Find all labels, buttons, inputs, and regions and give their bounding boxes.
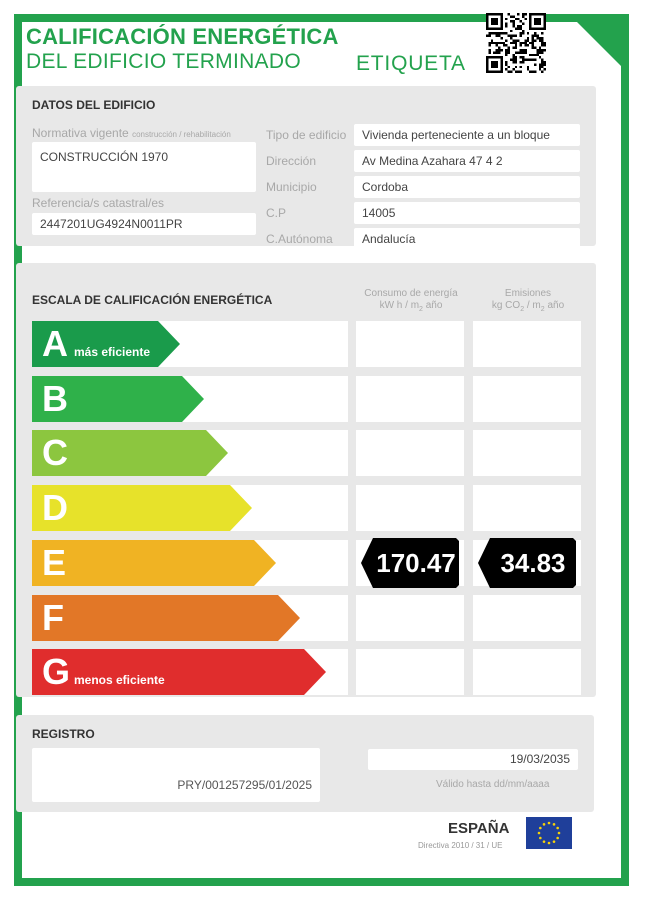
corner-fold-icon bbox=[569, 14, 629, 74]
class-letter: B bbox=[42, 378, 68, 419]
escala-section-title: ESCALA DE CALIFICACIÓN ENERGÉTICA bbox=[32, 293, 273, 307]
class-letter: G bbox=[42, 651, 71, 692]
datos-panel bbox=[16, 86, 596, 246]
emisiones-column-header: Emisiones kg $CO_2 / m_2$ año bbox=[491, 288, 565, 313]
eu-flag-icon bbox=[526, 817, 572, 849]
emisiones-cell bbox=[473, 430, 581, 476]
title-etiqueta: ETIQUETA bbox=[356, 52, 466, 75]
class-arrow-f bbox=[32, 595, 300, 641]
field-value: Av Medina Azahara 47 4 2 bbox=[354, 150, 580, 172]
emisiones-cell bbox=[473, 485, 581, 531]
consumo-cell bbox=[356, 595, 464, 641]
field-label: Tipo de edificio bbox=[266, 128, 347, 142]
class-arrow-d bbox=[32, 485, 252, 531]
consumo-cell bbox=[356, 485, 464, 531]
class-letter: C bbox=[42, 432, 68, 473]
field-label: C.Autónoma bbox=[266, 232, 333, 246]
class-arrow-a bbox=[32, 321, 180, 367]
emisiones-cell bbox=[473, 649, 581, 695]
consumo-cell bbox=[356, 649, 464, 695]
class-letter: F bbox=[42, 597, 64, 638]
field-value: 14005 bbox=[354, 202, 580, 224]
consumo-cell bbox=[356, 321, 464, 367]
field-value: Andalucía bbox=[354, 228, 580, 250]
class-letter: E bbox=[42, 542, 67, 583]
rating-value: 34.83 bbox=[500, 548, 566, 578]
footer-country: ESPAÑA bbox=[448, 820, 510, 837]
registro-number: PRY/001257295/01/2025 bbox=[32, 748, 320, 802]
datos-section-title: DATOS DEL EDIFICIO bbox=[32, 98, 156, 112]
emisiones-cell bbox=[473, 376, 581, 422]
field-value: Cordoba bbox=[354, 176, 580, 198]
class-letter: A bbox=[42, 323, 68, 364]
class-subtitle: menos eficiente bbox=[74, 673, 165, 687]
qr-code-icon bbox=[486, 13, 546, 73]
footer-directive: Directiva 2010 / 31 / UE bbox=[418, 841, 503, 850]
field-value: Vivienda perteneciente a un bloque bbox=[354, 124, 580, 146]
emisiones-cell bbox=[473, 321, 581, 367]
consumo-column-header: Consumo de energía kW h / $m_2$ año bbox=[364, 288, 458, 313]
class-letter: D bbox=[42, 487, 68, 528]
title-line-2: DEL EDIFICIO TERMINADO bbox=[26, 50, 301, 73]
class-arrow-g bbox=[32, 649, 326, 695]
class-arrow-e bbox=[32, 540, 276, 586]
consumo-cell bbox=[356, 430, 464, 476]
emisiones-cell bbox=[473, 595, 581, 641]
field-label: C.P bbox=[266, 206, 287, 220]
consumo-cell bbox=[356, 376, 464, 422]
normativa-value: CONSTRUCCIÓN 1970 bbox=[32, 142, 256, 192]
class-arrow-c bbox=[32, 430, 228, 476]
registro-panel bbox=[16, 715, 594, 812]
consumo-rating-badge bbox=[361, 538, 459, 588]
valido-label: Válido hasta dd/mm/aaaa bbox=[436, 779, 550, 790]
title-line-1: CALIFICACIÓN ENERGÉTICA bbox=[26, 24, 339, 49]
rating-value: 170.47 bbox=[376, 548, 456, 578]
normativa-label: Normativa vigente construcción / rehabilitación bbox=[32, 126, 231, 140]
registro-section-title: REGISTRO bbox=[32, 727, 95, 741]
valido-date: 19/03/2035 bbox=[368, 749, 578, 770]
referencia-value: 2447201UG4924N0011PR bbox=[32, 213, 256, 235]
referencia-label: Referencia/s catastral/es bbox=[32, 196, 165, 210]
escala-panel bbox=[16, 263, 596, 697]
class-arrow-b bbox=[32, 376, 204, 422]
class-subtitle: más eficiente bbox=[74, 345, 151, 359]
emisiones-rating-badge bbox=[478, 538, 576, 588]
field-label: Municipio bbox=[266, 180, 317, 194]
field-label: Dirección bbox=[266, 154, 317, 168]
